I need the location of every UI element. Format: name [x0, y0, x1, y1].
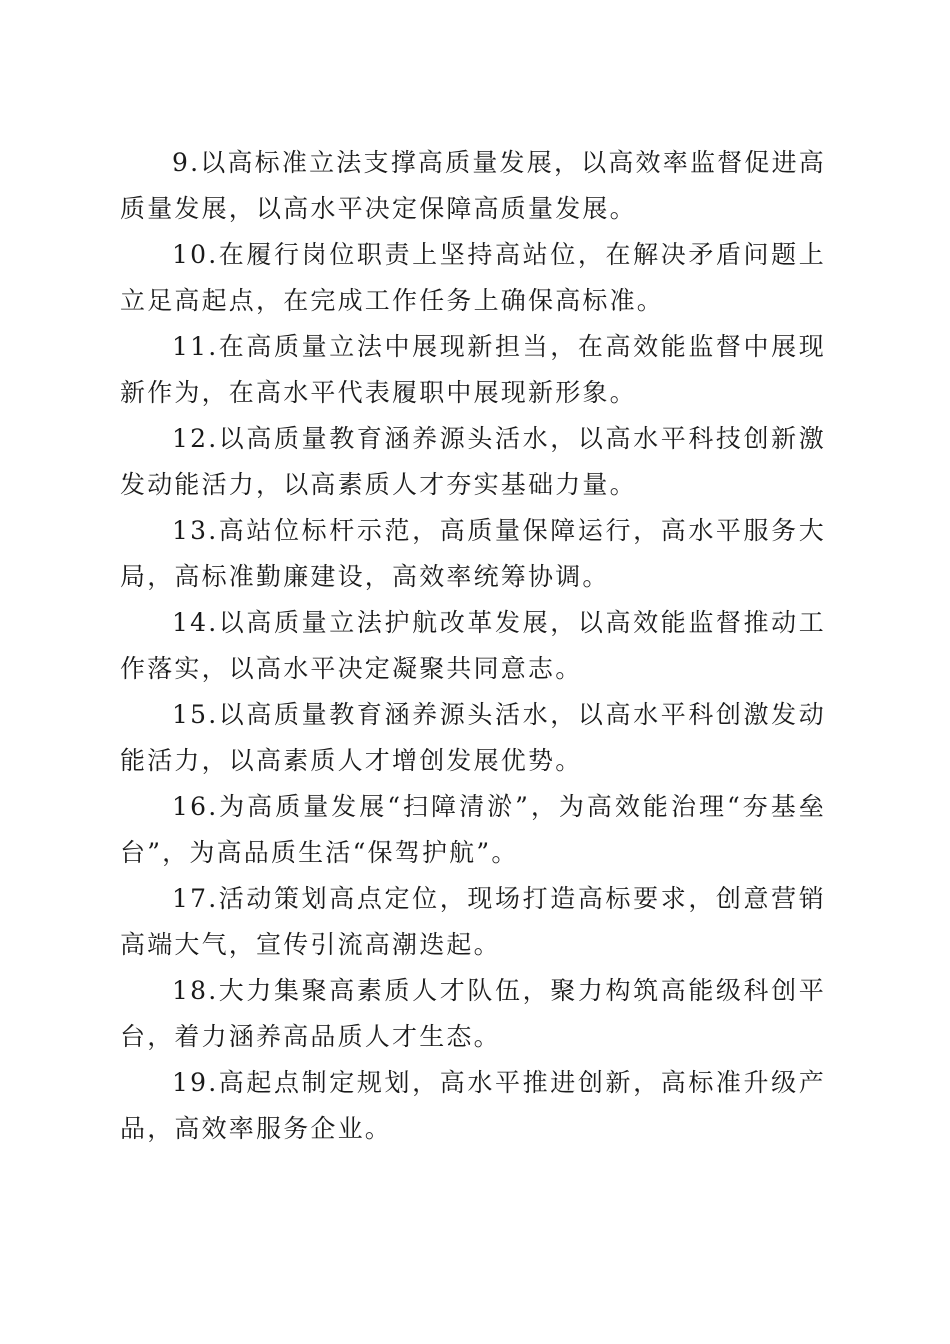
paragraph-16: 16.为高质量发展“扫障清淤”，为高效能治理“夯基垒台”，为高品质生活“保驾护航”。: [120, 792, 826, 867]
paragraph-15: 15.以高质量教育涵养源头活水，以高水平科创激发动能活力，以高素质人才增创发展优势。: [120, 700, 826, 775]
paragraph-17: 17.活动策划高点定位，现场打造高标要求，创意营销高端大气，宣传引流高潮迭起。: [120, 884, 826, 959]
paragraph-13: 13.高站位标杆示范，高质量保障运行，高水平服务大局，高标准勤廉建设，高效率统筹协调。: [120, 516, 826, 591]
paragraph-19: 19.高起点制定规划，高水平推进创新，高标准升级产品，高效率服务企业。: [120, 1068, 826, 1143]
paragraph-10: 10.在履行岗位职责上坚持高站位，在解决矛盾问题上立足高起点，在完成工作任务上确保高标准。: [120, 240, 826, 315]
paragraph-12: 12.以高质量教育涵养源头活水，以高水平科技创新激发动能活力，以高素质人才夯实基础力量。: [120, 424, 826, 499]
paragraph-18: 18.大力集聚高素质人才队伍，聚力构筑高能级科创平台，着力涵养高品质人才生态。: [120, 976, 826, 1051]
document-body: [120, 140, 826, 1152]
paragraph-14: 14.以高质量立法护航改革发展，以高效能监督推动工作落实，以高水平决定凝聚共同意志。: [120, 608, 826, 683]
paragraph-9: 9.以高标准立法支撑高质量发展，以高效率监督促进高质量发展，以高水平决定保障高质量发展。: [120, 148, 826, 223]
paragraph-11: 11.在高质量立法中展现新担当，在高效能监督中展现新作为，在高水平代表履职中展现新形象。: [120, 332, 826, 407]
